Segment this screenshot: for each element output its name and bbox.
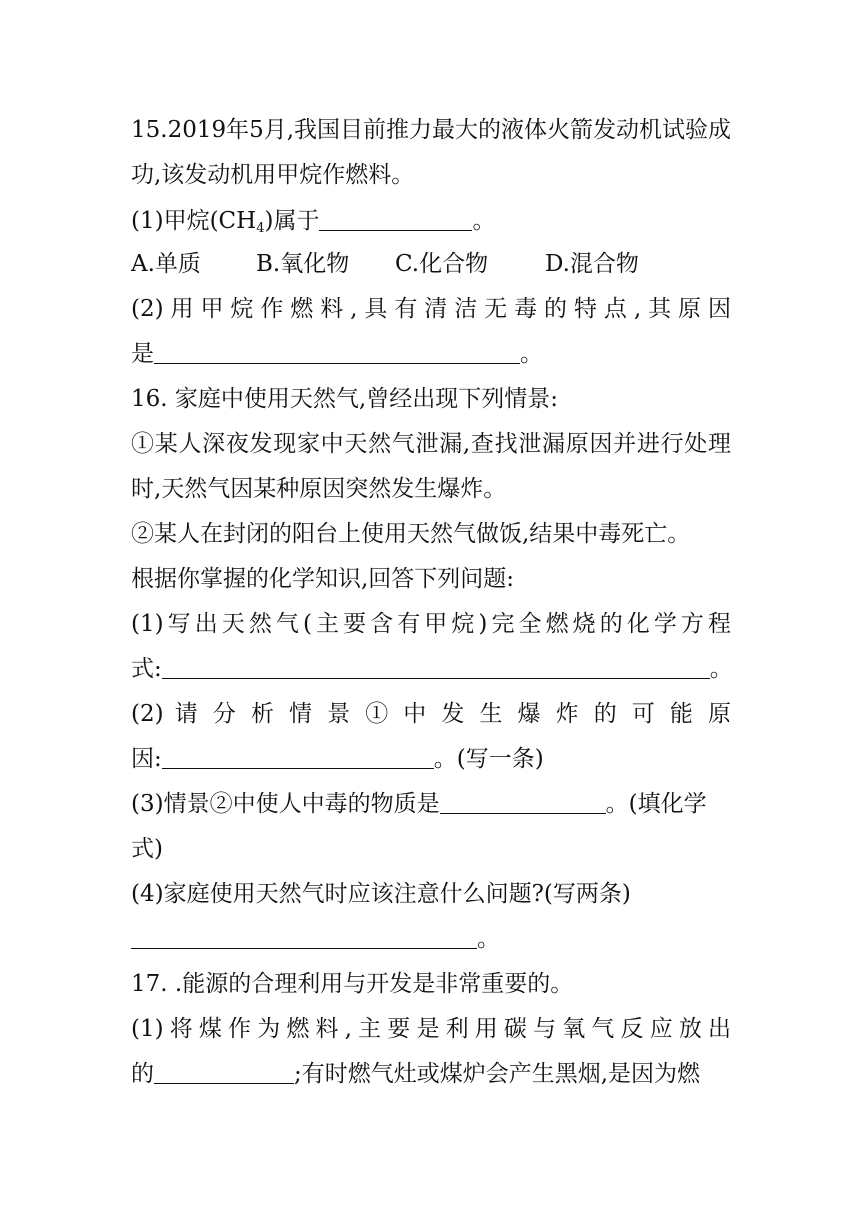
- q16-scenario1-line2: 时,天然气因某种原因突然发生爆炸。: [131, 476, 507, 502]
- q16-part2-end: 。(写一条): [433, 746, 544, 772]
- q17-part1-end: ;有时燃气灶或煤炉会产生黑烟,是因为燃: [294, 1061, 701, 1087]
- answer-blank[interactable]: [162, 656, 710, 679]
- q17-part1-line1: (1)将煤作为燃料,主要是利用碳与氧气反应放出: [131, 1016, 731, 1042]
- answer-blank[interactable]: [154, 341, 520, 364]
- q16-scenario2: ②某人在封闭的阳台上使用天然气做饭,结果中毒死亡。: [131, 521, 691, 547]
- q15-part1-mid: )属于: [264, 208, 320, 234]
- q17-part1-prefix: 的: [131, 1061, 154, 1087]
- q15-part1-end: 。: [472, 208, 496, 234]
- q16-part4-end: 。: [477, 926, 500, 952]
- q15-stem-line1: 15.2019年5月,我国目前推力最大的液体火箭发动机试验成: [131, 117, 732, 143]
- option-a: A.单质: [131, 251, 201, 277]
- q16-part2-line2: [131, 744, 731, 774]
- q15-part1-subscript: 4: [256, 221, 265, 236]
- q15-part1-prefix: (1)甲烷(CH: [131, 208, 257, 234]
- answer-blank[interactable]: [154, 1061, 294, 1084]
- q16-part4-line2: [131, 924, 731, 954]
- q16-part3-line2: 式): [131, 836, 163, 862]
- option-b: B.氧化物: [256, 251, 350, 277]
- q17-stem: 17. .能源的合理利用与开发是非常重要的。: [131, 971, 574, 997]
- q16-part2-line1: (2) 请 分 析 情 景 ① 中 发 生 爆 炸 的 可 能 原: [131, 701, 731, 727]
- q17-part1-line2: [131, 1059, 731, 1089]
- answer-blank[interactable]: [162, 746, 434, 769]
- q16-part4-line1: (4)家庭使用天然气时应该注意什么问题?(写两条): [131, 881, 631, 907]
- answer-blank[interactable]: [131, 926, 477, 949]
- q15-part1: [131, 206, 731, 236]
- q15-part2-line1: (2)用甲烷作燃料,具有清洁无毒的特点,其原因: [131, 296, 731, 322]
- option-d: D.混合物: [545, 251, 639, 277]
- q16-part1-line2: [131, 654, 731, 684]
- q15-part2-prefix: 是: [131, 341, 154, 367]
- option-c: C.化合物: [395, 251, 489, 277]
- q16-part1-prefix: 式:: [131, 656, 162, 682]
- q15-part2-end: 。: [520, 341, 543, 367]
- q16-part2-prefix: 因:: [131, 746, 162, 772]
- q16-part3-prefix: (3)情景②中使人中毒的物质是: [131, 791, 440, 817]
- q16-part1-end: 。: [709, 656, 733, 682]
- q16-stem: 16. 家庭中使用天然气,曾经出现下列情景:: [131, 386, 558, 412]
- q16-part1-line1: (1)写出天然气(主要含有甲烷)完全燃烧的化学方程: [131, 611, 731, 637]
- q16-part3-line1: [131, 789, 731, 819]
- q15-part2-line2: [131, 339, 731, 369]
- q15-stem-line2: 功,该发动机用甲烷作燃料。: [131, 162, 415, 188]
- q16-part3-end: 。(填化学: [605, 791, 707, 817]
- q16-intro: 根据你掌握的化学知识,回答下列问题:: [131, 566, 515, 592]
- answer-blank[interactable]: [440, 791, 606, 814]
- q16-scenario1-line1: ①某人深夜发现家中天然气泄漏,查找泄漏原因并进行处理: [131, 431, 731, 457]
- answer-blank[interactable]: [319, 208, 472, 231]
